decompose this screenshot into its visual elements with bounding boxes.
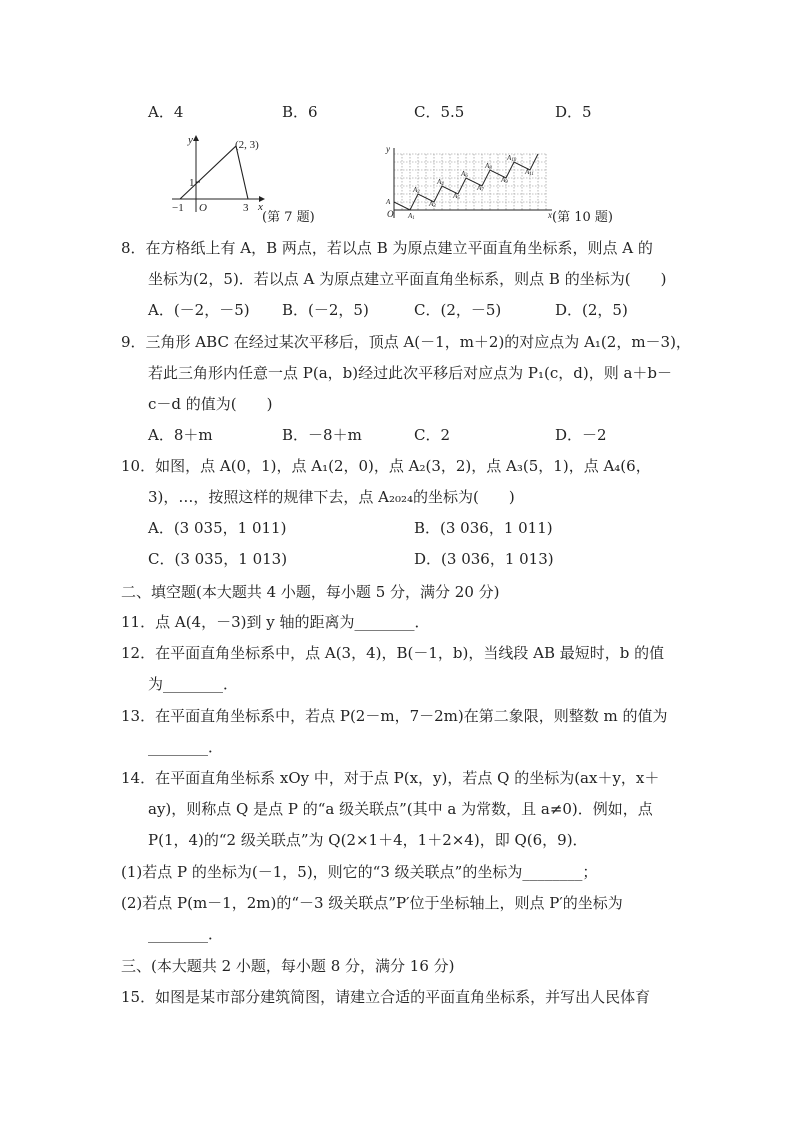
svg-text:A9: A9	[501, 176, 508, 185]
svg-text:A6: A6	[461, 170, 468, 179]
q15-text: 15．如图是某市部分建筑简图，请建立合适的平面直角坐标系，并写出人民体育	[121, 988, 651, 1006]
q12-line-1: 12．在平面直角坐标系中，点 A(3，4)，B(－1，b)，当线段 AB 最短时，b 的值	[121, 644, 665, 662]
q9-line-3: c－d 的值为( )	[148, 395, 273, 413]
q8-option-a: A．(－2，－5)	[148, 301, 250, 319]
q10-option-c: C．(3 035，1 013)	[148, 550, 288, 568]
q10-option-d: D．(3 036，1 013)	[414, 550, 554, 568]
fig7-caption: (第 7 题)	[262, 210, 315, 225]
q9-line-2: 若此三角形内任意一点 P(a，b)经过此次平移后对应点为 P₁(c，d)，则 a＋b－	[148, 364, 673, 382]
section-3-heading: 三、(本大题共 2 小题，每小题 8 分，满分 16 分)	[121, 957, 455, 975]
fig7-triangle	[180, 146, 248, 199]
q8-line-2: 坐标为(2，5)．若以点 A 为原点建立平面直角坐标系，则点 B 的坐标为( )	[148, 270, 667, 288]
q14-line-3: P(1，4)的“2 级关联点”为 Q(2×1＋4，1＋2×4)，即 Q(6，9)．	[148, 831, 588, 849]
svg-text:A4: A4	[437, 178, 444, 187]
q9-line-1: 9．三角形 ABC 在经过某次平移后，顶点 A(－1，m＋2)的对应点为 A₁(2，m－3)，	[121, 333, 691, 351]
fig10-caption: (第 10 题)	[552, 210, 613, 225]
fig7-x-label: x	[258, 201, 263, 213]
q14-line-2: ay)，则称点 Q 是点 P 的“a 级关联点”(其中 a 为常数，且 a≠0)．例如，点	[148, 800, 653, 818]
q7-option-a: A．4	[148, 103, 184, 121]
svg-text:A11: A11	[525, 168, 534, 177]
svg-text:A8: A8	[485, 162, 492, 171]
q10-option-b: B．(3 036，1 011)	[414, 519, 553, 537]
fig10-origin-label: O	[387, 209, 394, 219]
q9-option-a: A．8＋m	[148, 426, 213, 444]
svg-text:A5: A5	[453, 192, 460, 201]
q9-option-d: D．－2	[555, 426, 607, 444]
q10-line-1: 10．如图，点 A(0，1)，点 A₁(2，0)，点 A₂(3，2)，点 A₃(5，1)，点 A₄(6，	[121, 457, 651, 475]
q7-option-b: B．6	[282, 103, 318, 121]
fig7-three-label: 3	[243, 202, 249, 214]
q10-option-a: A．(3 035，1 011)	[148, 519, 287, 537]
q9-option-c: C．2	[414, 426, 451, 444]
fig7-triangle-graph	[168, 130, 280, 216]
svg-text:A2: A2	[413, 186, 420, 195]
q14-part-1: (1)若点 P 的坐标为(－1，5)，则它的“3 级关联点”的坐标为________；	[121, 863, 598, 881]
q8-option-b: B．(－2，5)	[282, 301, 369, 319]
fig10-y-label: y	[386, 144, 390, 154]
q9-option-b: B．－8＋m	[282, 426, 362, 444]
q14-part-2: (2)若点 P(m－1，2m)的“－3 级关联点”P′位于坐标轴上，则点 P′的坐标为	[121, 894, 623, 912]
fig10-zigzag-grid	[382, 144, 556, 220]
q13-line-1: 13．在平面直角坐标系中，若点 P(2－m，7－2m)在第二象限，则整数 m 的值为	[121, 707, 668, 725]
q10-line-2: 3)，…，按照这样的规律下去，点 A₂₀₂₄的坐标为( )	[148, 488, 515, 506]
svg-text:A3: A3	[429, 200, 436, 209]
svg-text:A: A	[386, 198, 391, 206]
q13-line-2: ________．	[148, 738, 224, 756]
fig7-origin-label: O	[199, 202, 207, 214]
svg-text:A7: A7	[477, 184, 484, 193]
fig7-one-label: 1	[189, 177, 195, 189]
q8-option-d: D．(2，5)	[555, 301, 628, 319]
q8-option-c: C．(2，－5)	[414, 301, 502, 319]
q14-part-2-blank: ________．	[148, 925, 224, 943]
fig7-neg-one-label: −1	[172, 202, 184, 214]
fig10-x-label: x	[548, 210, 552, 220]
q7-option-d: D．5	[555, 103, 592, 121]
q11-text: 11．点 A(4，－3)到 y 轴的距离为________．	[121, 613, 430, 631]
svg-text:A10: A10	[507, 154, 517, 163]
q14-line-1: 14．在平面直角坐标系 xOy 中，对于点 P(x，y)，若点 Q 的坐标为(ax＋y，x＋	[121, 769, 660, 787]
q8-line-1: 8．在方格纸上有 A，B 两点，若以点 B 为原点建立平面直角坐标系，则点 A 的	[121, 239, 653, 257]
fig7-point-label: (2, 3)	[235, 139, 259, 151]
fig7-y-label: y	[188, 134, 193, 146]
svg-text:A1: A1	[408, 212, 415, 220]
section-2-heading: 二、填空题(本大题共 4 小题，每小题 5 分，满分 20 分)	[121, 583, 500, 601]
q12-line-2: 为________．	[148, 675, 239, 693]
q7-option-c: C．5.5	[414, 103, 465, 121]
